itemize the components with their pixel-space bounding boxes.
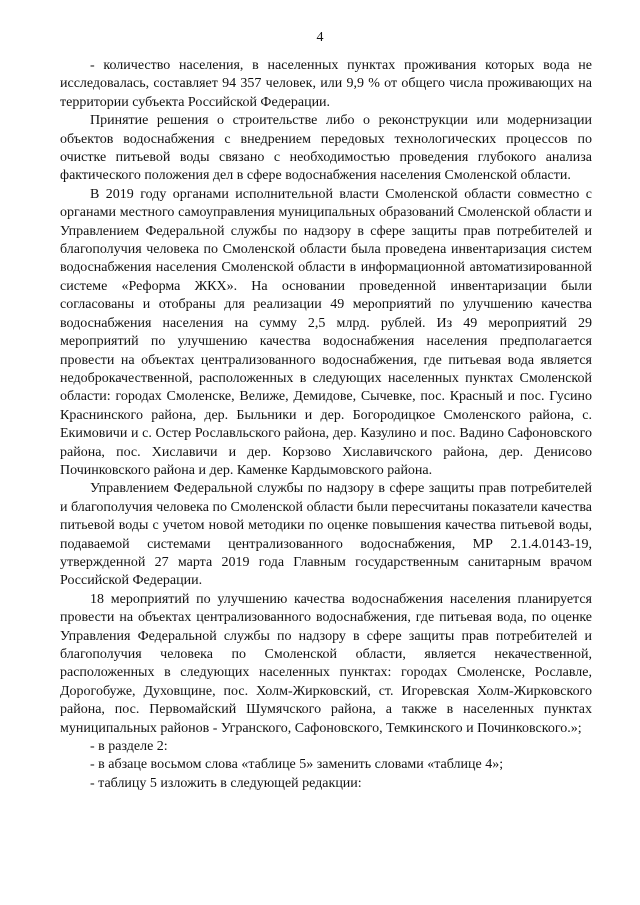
paragraph-inventory-2019: В 2019 году органами исполнительной власти Смоленской области совместно с органами местного самоуправления муниципальных образований Смоленской области и Управлением Федеральной службы по надзору в сфере защиты прав потребителей и благополучия человека по Смоленской области была проведена инвентаризация систем водоснабжения населения Смоленской области в информационной автоматизированной системе «Реформа ЖКХ». На основании проведенной инвентаризации были согласованы и отобраны для реализации 49 мероприятий по улучшению качества водоснабжения населения на сумму 2,5 млрд. рублей. Из 49 мероприятий 29 мероприятий по улучшению качества водоснабжения населения предполагается провести на объектах централизованного водоснабжения, где питьевая вода является недоброкачественной, расположенных в следующих населенных пунктах Смоленской области: городах Смоленске, Велиже, Демидове, Сычевке, пос. Красный и пос. Гусино Краснинского района, дер. Быльники и дер. Богородицкое Смоленского района, с. Екимовичи и с. Остер Рославльского района, дер. Казулино и пос. Вадино Сафоновского района, пос. Хиславичи и дер. Корзово Хиславичского района, дер. Денисово Починковского района и дер. Каменке Кардымовского района. [60,186,592,478]
paragraph-replace-table-reference: - в абзаце восьмом слова «таблице 5» заменить словами «таблице 4»; [90,757,504,773]
paragraph-quality-recalculation: Управлением Федеральной службы по надзору в сфере защиты прав потребителей и благополучия человека по Смоленской области были пересчитаны показатели качества питьевой воды с учетом новой методики по оценке повышения качества питьевой воды, подаваемой системами централизованного водоснабжения, МР 2.1.4.0143-19, утвержденной 27 марта 2019 года Главным государственным санитарным врачом Российской Федерации. [60,481,592,589]
document-body [60,57,592,793]
paragraph-table-5-new-edition: - таблицу 5 изложить в следующей редакции: [90,775,362,791]
page-number: 4 [316,30,324,45]
paragraph-18-measures: 18 мероприятий по улучшению качества водоснабжения населения планируется провести на объектах централизованного водоснабжения, где питьевая вода, по оценке Управления Федеральной службы по надзору в сфере защиты прав потребителей и благополучия человека по Смоленской области, является некачественной, расположенных в следующих населенных пунктах: городах Смоленске, Рославле, Дорогобуже, Духовщине, пос. Холм-Жирковский, ст. Игоревская Холм-Жирковского района, пос. Первомайский Шумячского района, а также в населенных пунктах муниципальных районов - Угранского, Сафоновского, Темкинского и Починковского.»; [60,591,592,736]
paragraph-water-supply-decision: Принятие решения о строительстве либо о реконструкции или модернизации объектов водоснабжения с внедрением передовых технологических процессов по очистке питьевой воды связано с необходимостью проведения глубокого анализа фактического положения дел в сфере водоснабжения населения Смоленской области. [60,113,592,184]
paragraph-population-untested: - количество населения, в населенных пунктах проживания которых вода не исследовалась, составляет 94 357 человек, или 9,9 % от общего числа проживающих на территории субъекта Российской Федерации. [60,58,592,110]
paragraph-section-2: - в разделе 2: [90,739,168,755]
